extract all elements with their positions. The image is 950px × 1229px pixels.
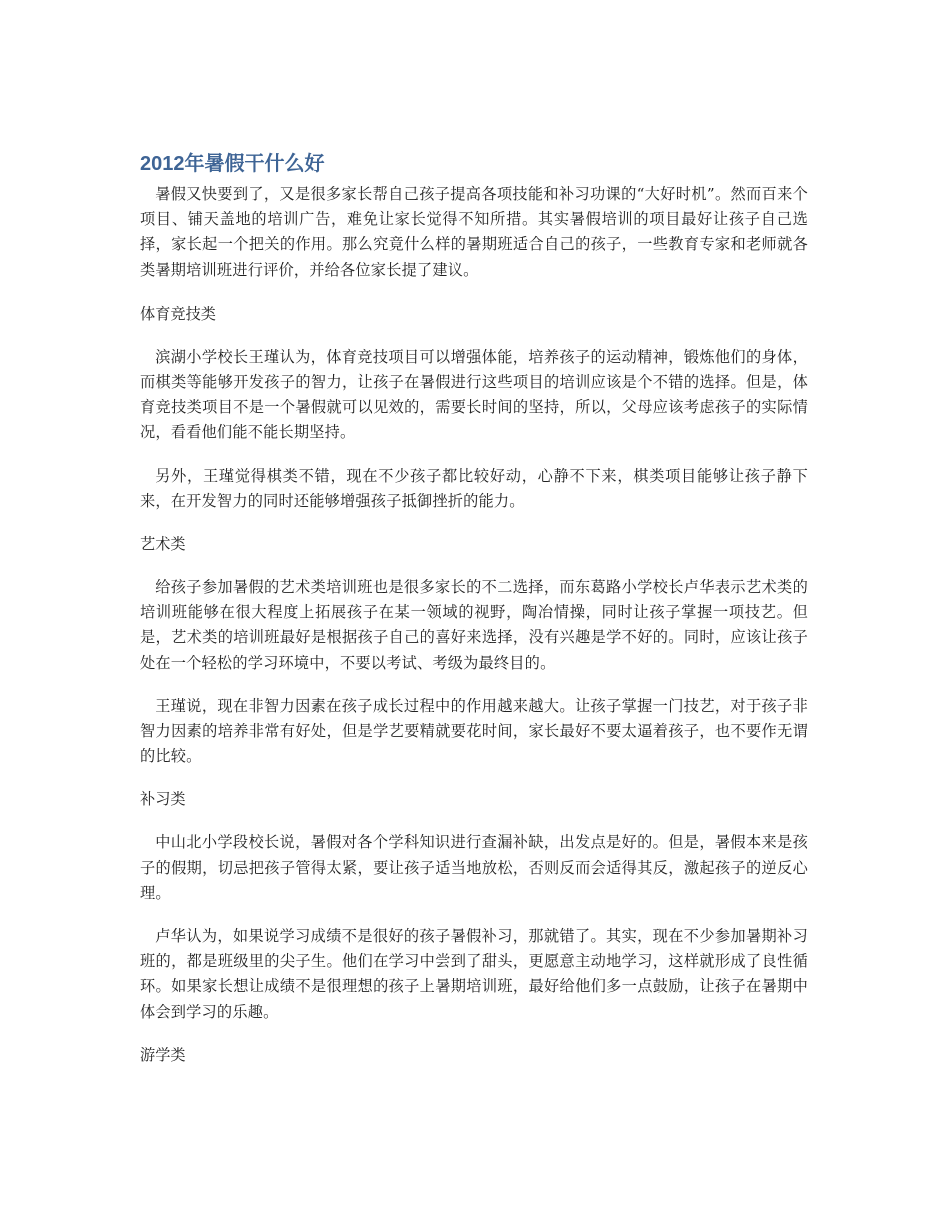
document-title: 2012年暑假干什么好 — [140, 153, 325, 175]
tutoring-paragraph-1: 中山北小学段校长说，暑假对各个学科知识进行查漏补缺，出发点是好的。但是，暑假本来是孩子的假期，切忌把孩子管得太紧，要让孩子适当地放松，否则反而会适得其反，激起孩子的逆反心理。 — [140, 833, 808, 902]
intro-paragraph: 暑假又快要到了，又是很多家长帮自己孩子提高各项技能和补习功课的“大好时机”。然而百来个项目、铺天盖地的培训广告，难免让家长觉得不知所措。其实暑假培训的项目最好让孩子自己选择，家长起一个把关的作用。那么究竟什么样的暑期班适合自己的孩子，一些教育专家和老师就各类暑期培训班进行评价，并给各位家长提了建议。 — [140, 185, 808, 279]
document-page — [140, 150, 808, 1086]
art-paragraph-1: 给孩子参加暑假的艺术类培训班也是很多家长的不二选择，而东葛路小学校长卢华表示艺术类的培训班能够在很大程度上拓展孩子在某一领域的视野，陶冶情操，同时让孩子掌握一项技艺。但是，艺术类的培训班最好是根据孩子自己的喜好来选择，没有兴趣是学不好的。同时，应该让孩子处在一个轻松的学习环境中，不要以考试、考级为最终目的。 — [140, 578, 808, 672]
section-heading-art: 艺术类 — [140, 535, 186, 554]
sports-paragraph-1: 滨湖小学校长王瑾认为，体育竞技项目可以增强体能，培养孩子的运动精神，锻炼他们的身体，而棋类等能够开发孩子的智力，让孩子在暑假进行这些项目的培训应该是个不错的选择。但是，体育竞技类项目不是一个暑假就可以见效的，需要长时间的坚持，所以，父母应该考虑孩子的实际情况，看看他们能不能长期坚持。 — [140, 347, 808, 442]
section-heading-tutoring: 补习类 — [140, 790, 186, 809]
sports-paragraph-2: 另外，王瑾觉得棋类不错，现在不少孩子都比较好动，心静不下来，棋类项目能够让孩子静下来，在开发智力的同时还能够增强孩子抵御挫折的能力。 — [140, 466, 808, 510]
tutoring-paragraph-2: 卢华认为，如果说学习成绩不是很好的孩子暑假补习，那就错了。其实，现在不少参加暑期补习班的，都是班级里的尖子生。他们在学习中尝到了甜头，更愿意主动地学习，这样就形成了良性循环。如果家长想让成绩不是很理想的孩子上暑期培训班，最好给他们多一点鼓励，让孩子在暑期中体会到学习的乐趣。 — [140, 927, 808, 1021]
art-paragraph-2: 王瑾说，现在非智力因素在孩子成长过程中的作用越来越大。让孩子掌握一门技艺，对于孩子非智力因素的培养非常有好处，但是学艺要精就要花时间，家长最好不要太逼着孩子，也不要作无谓的比较。 — [140, 696, 808, 766]
section-heading-study-tour: 游学类 — [140, 1045, 186, 1064]
section-heading-sports: 体育竞技类 — [140, 304, 216, 323]
